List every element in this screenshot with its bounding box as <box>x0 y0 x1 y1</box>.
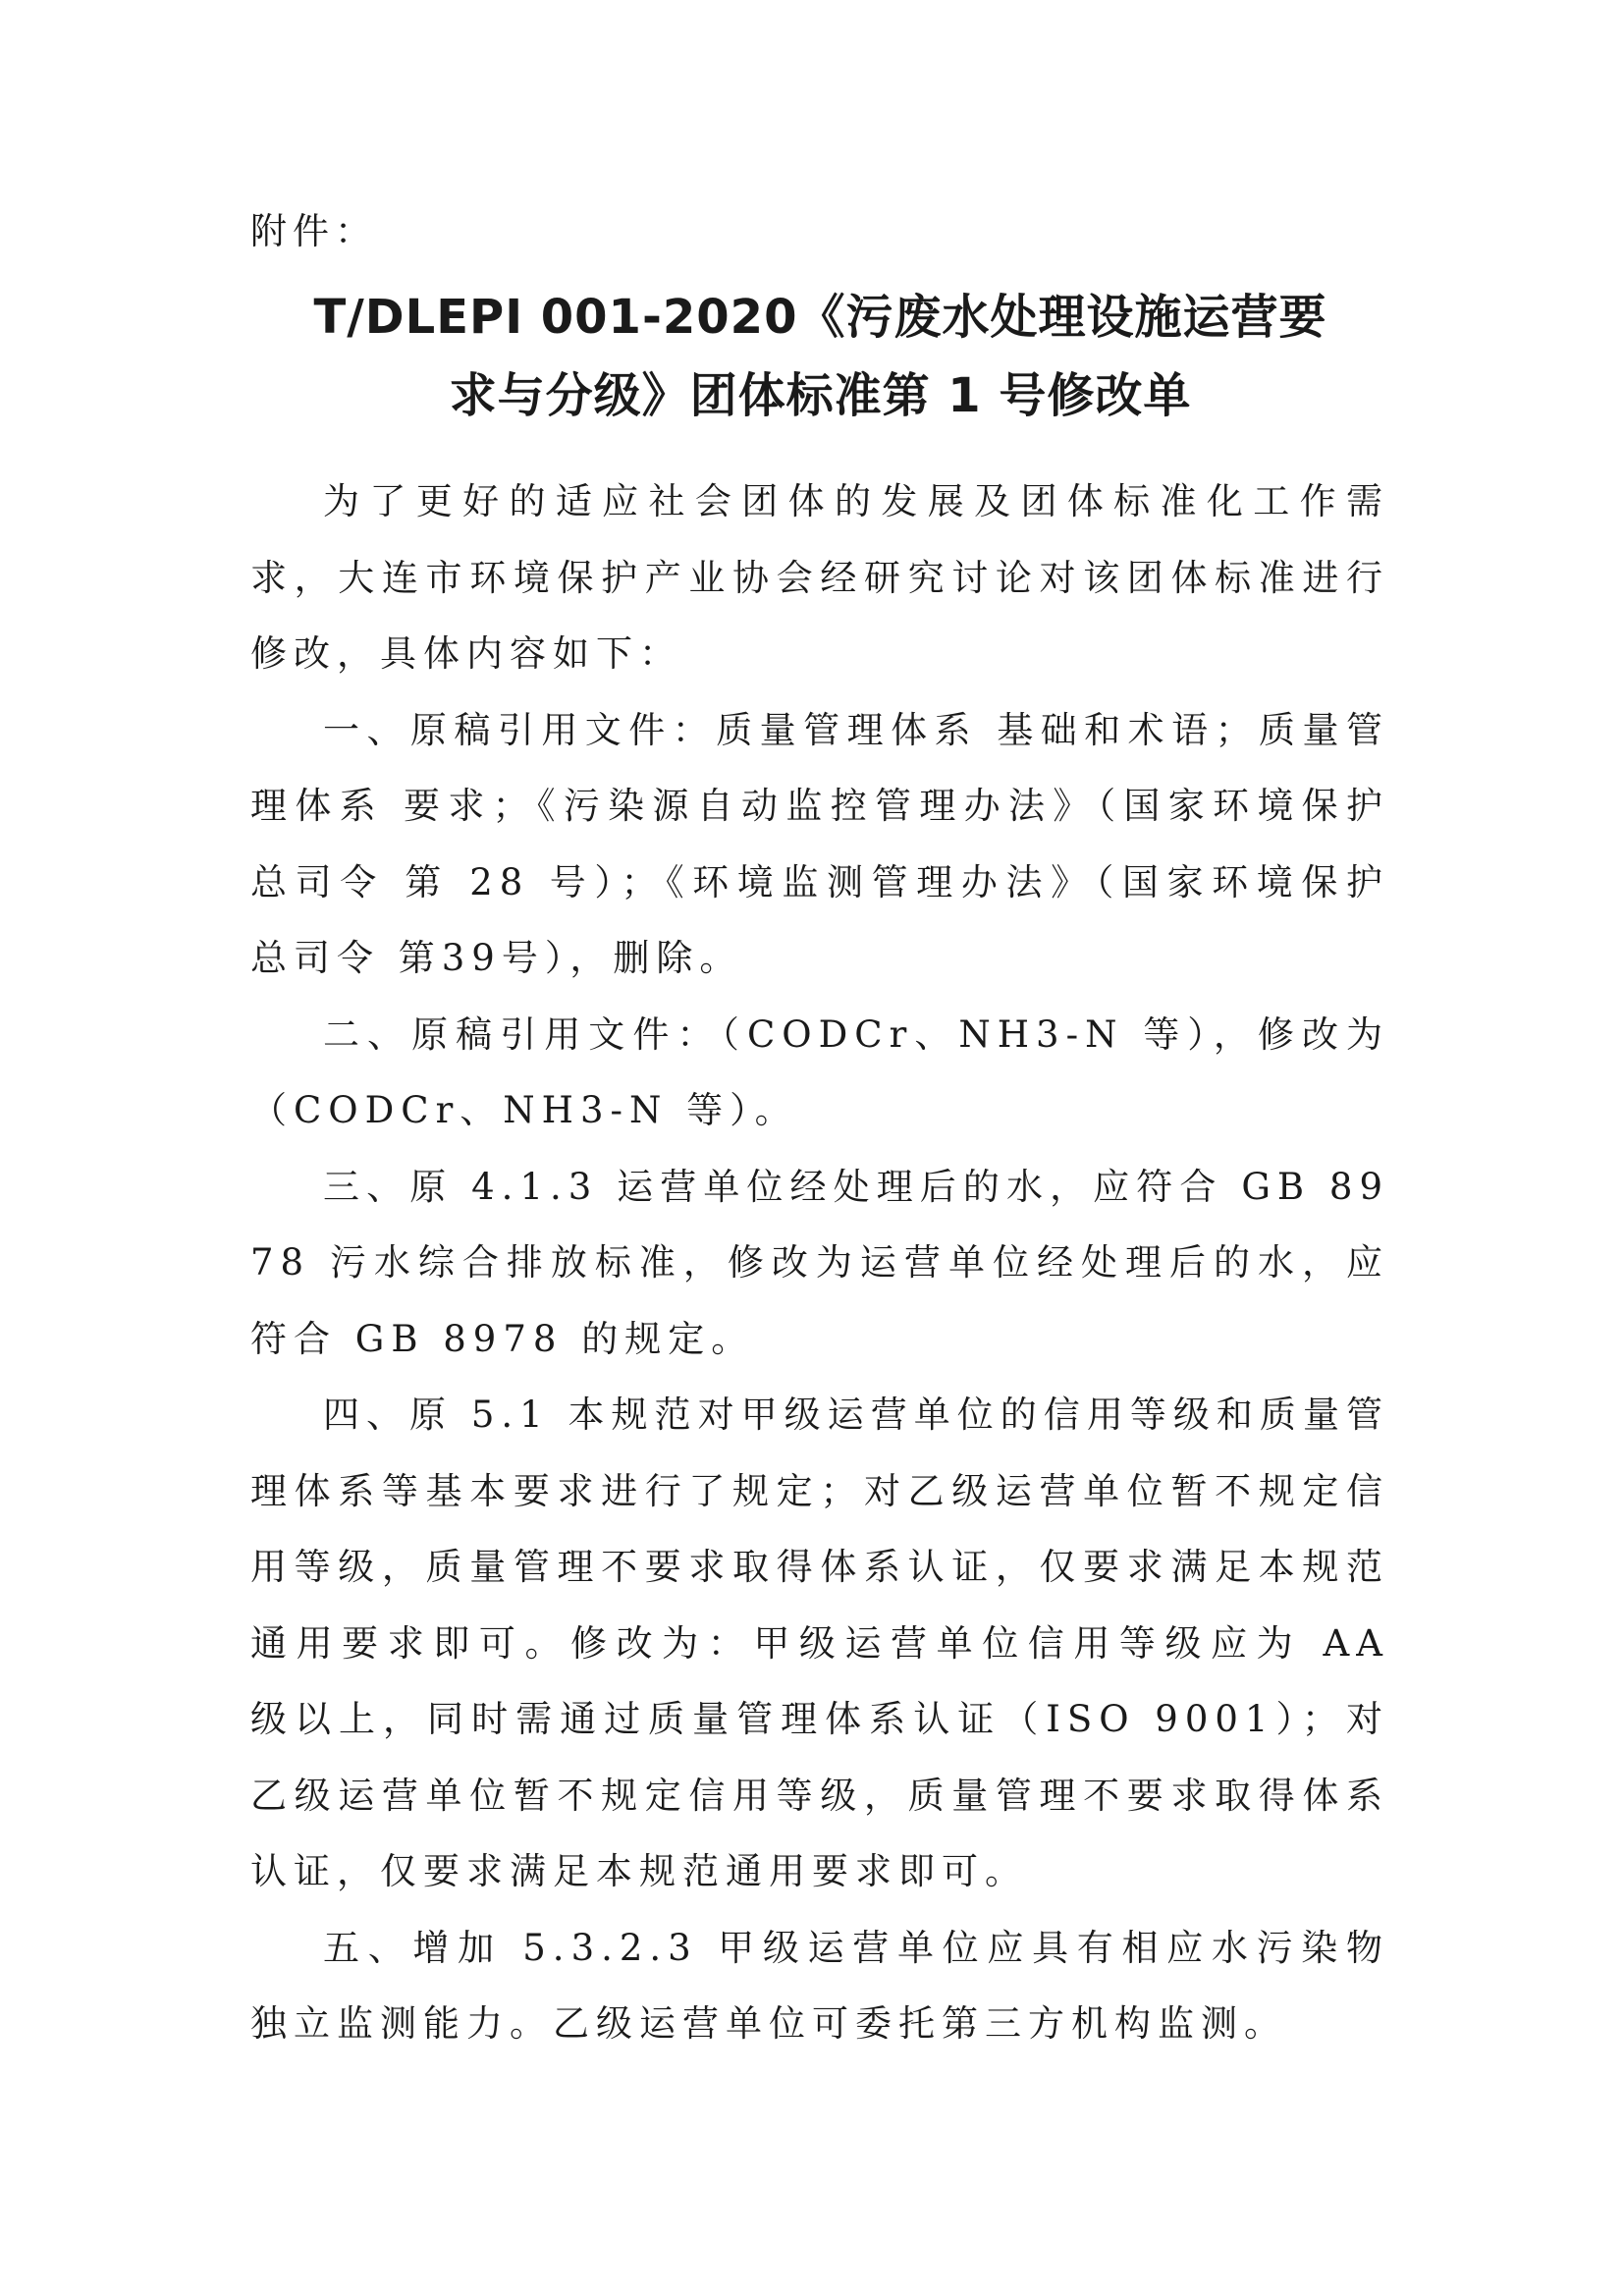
document-title <box>243 278 1397 435</box>
amendment-item-3: 三、原 4.1.3 运营单位经处理后的水，应符合 GB 8978 污水综合排放标准，修改为运营单位经处理后的水，应符合 GB 8978 的规定。 <box>250 1165 1389 1360</box>
title-line-2: 求与分级》团体标准第 1 号修改单 <box>449 368 1192 423</box>
attachment-label: 附件： <box>250 210 377 252</box>
amendment-item-4: 四、原 5.1 本规范对甲级运营单位的信用等级和质量管理体系等基本要求进行了规定；对乙级运营单位暂不规定信用等级，质量管理不要求取得体系认证，仅要求满足本规范通用要求即可。修改为：甲级运营单位信用等级应为 AA 级以上，同时需通过质量管理体系认证（ISO 9001）；对乙级运营单位暂不规定信用等级，质量管理不要求取得体系认证，仅要求满足本规范通用要求即可。 <box>250 1394 1389 1892</box>
amendment-item-2: 二、原稿引用文件：（CODCr、NH3-N 等），修改为（CODCr、NH3-N 等）。 <box>250 1012 1389 1131</box>
amendment-item-5: 五、增加 5.3.2.3 甲级运营单位应具有相应水污染物独立监测能力。乙级运营单位可委托第三方机构监测。 <box>250 1926 1389 2045</box>
amendment-item-1: 一、原稿引用文件：质量管理体系 基础和术语；质量管理体系 要求；《污染源自动监控管理办法》（国家环境保护总司令 第 28 号）；《环境监测管理办法》（国家环境保护总司令 第39号），删除。 <box>250 708 1389 979</box>
title-line-1: T/DLEPI 001-2020《污废水处理设施运营要 <box>313 290 1327 345</box>
intro-paragraph: 为了更好的适应社会团体的发展及团体标准化工作需求，大连市环境保护产业协会经研究讨论对该团体标准进行修改，具体内容如下： <box>250 480 1389 675</box>
document-body <box>250 464 1389 2062</box>
